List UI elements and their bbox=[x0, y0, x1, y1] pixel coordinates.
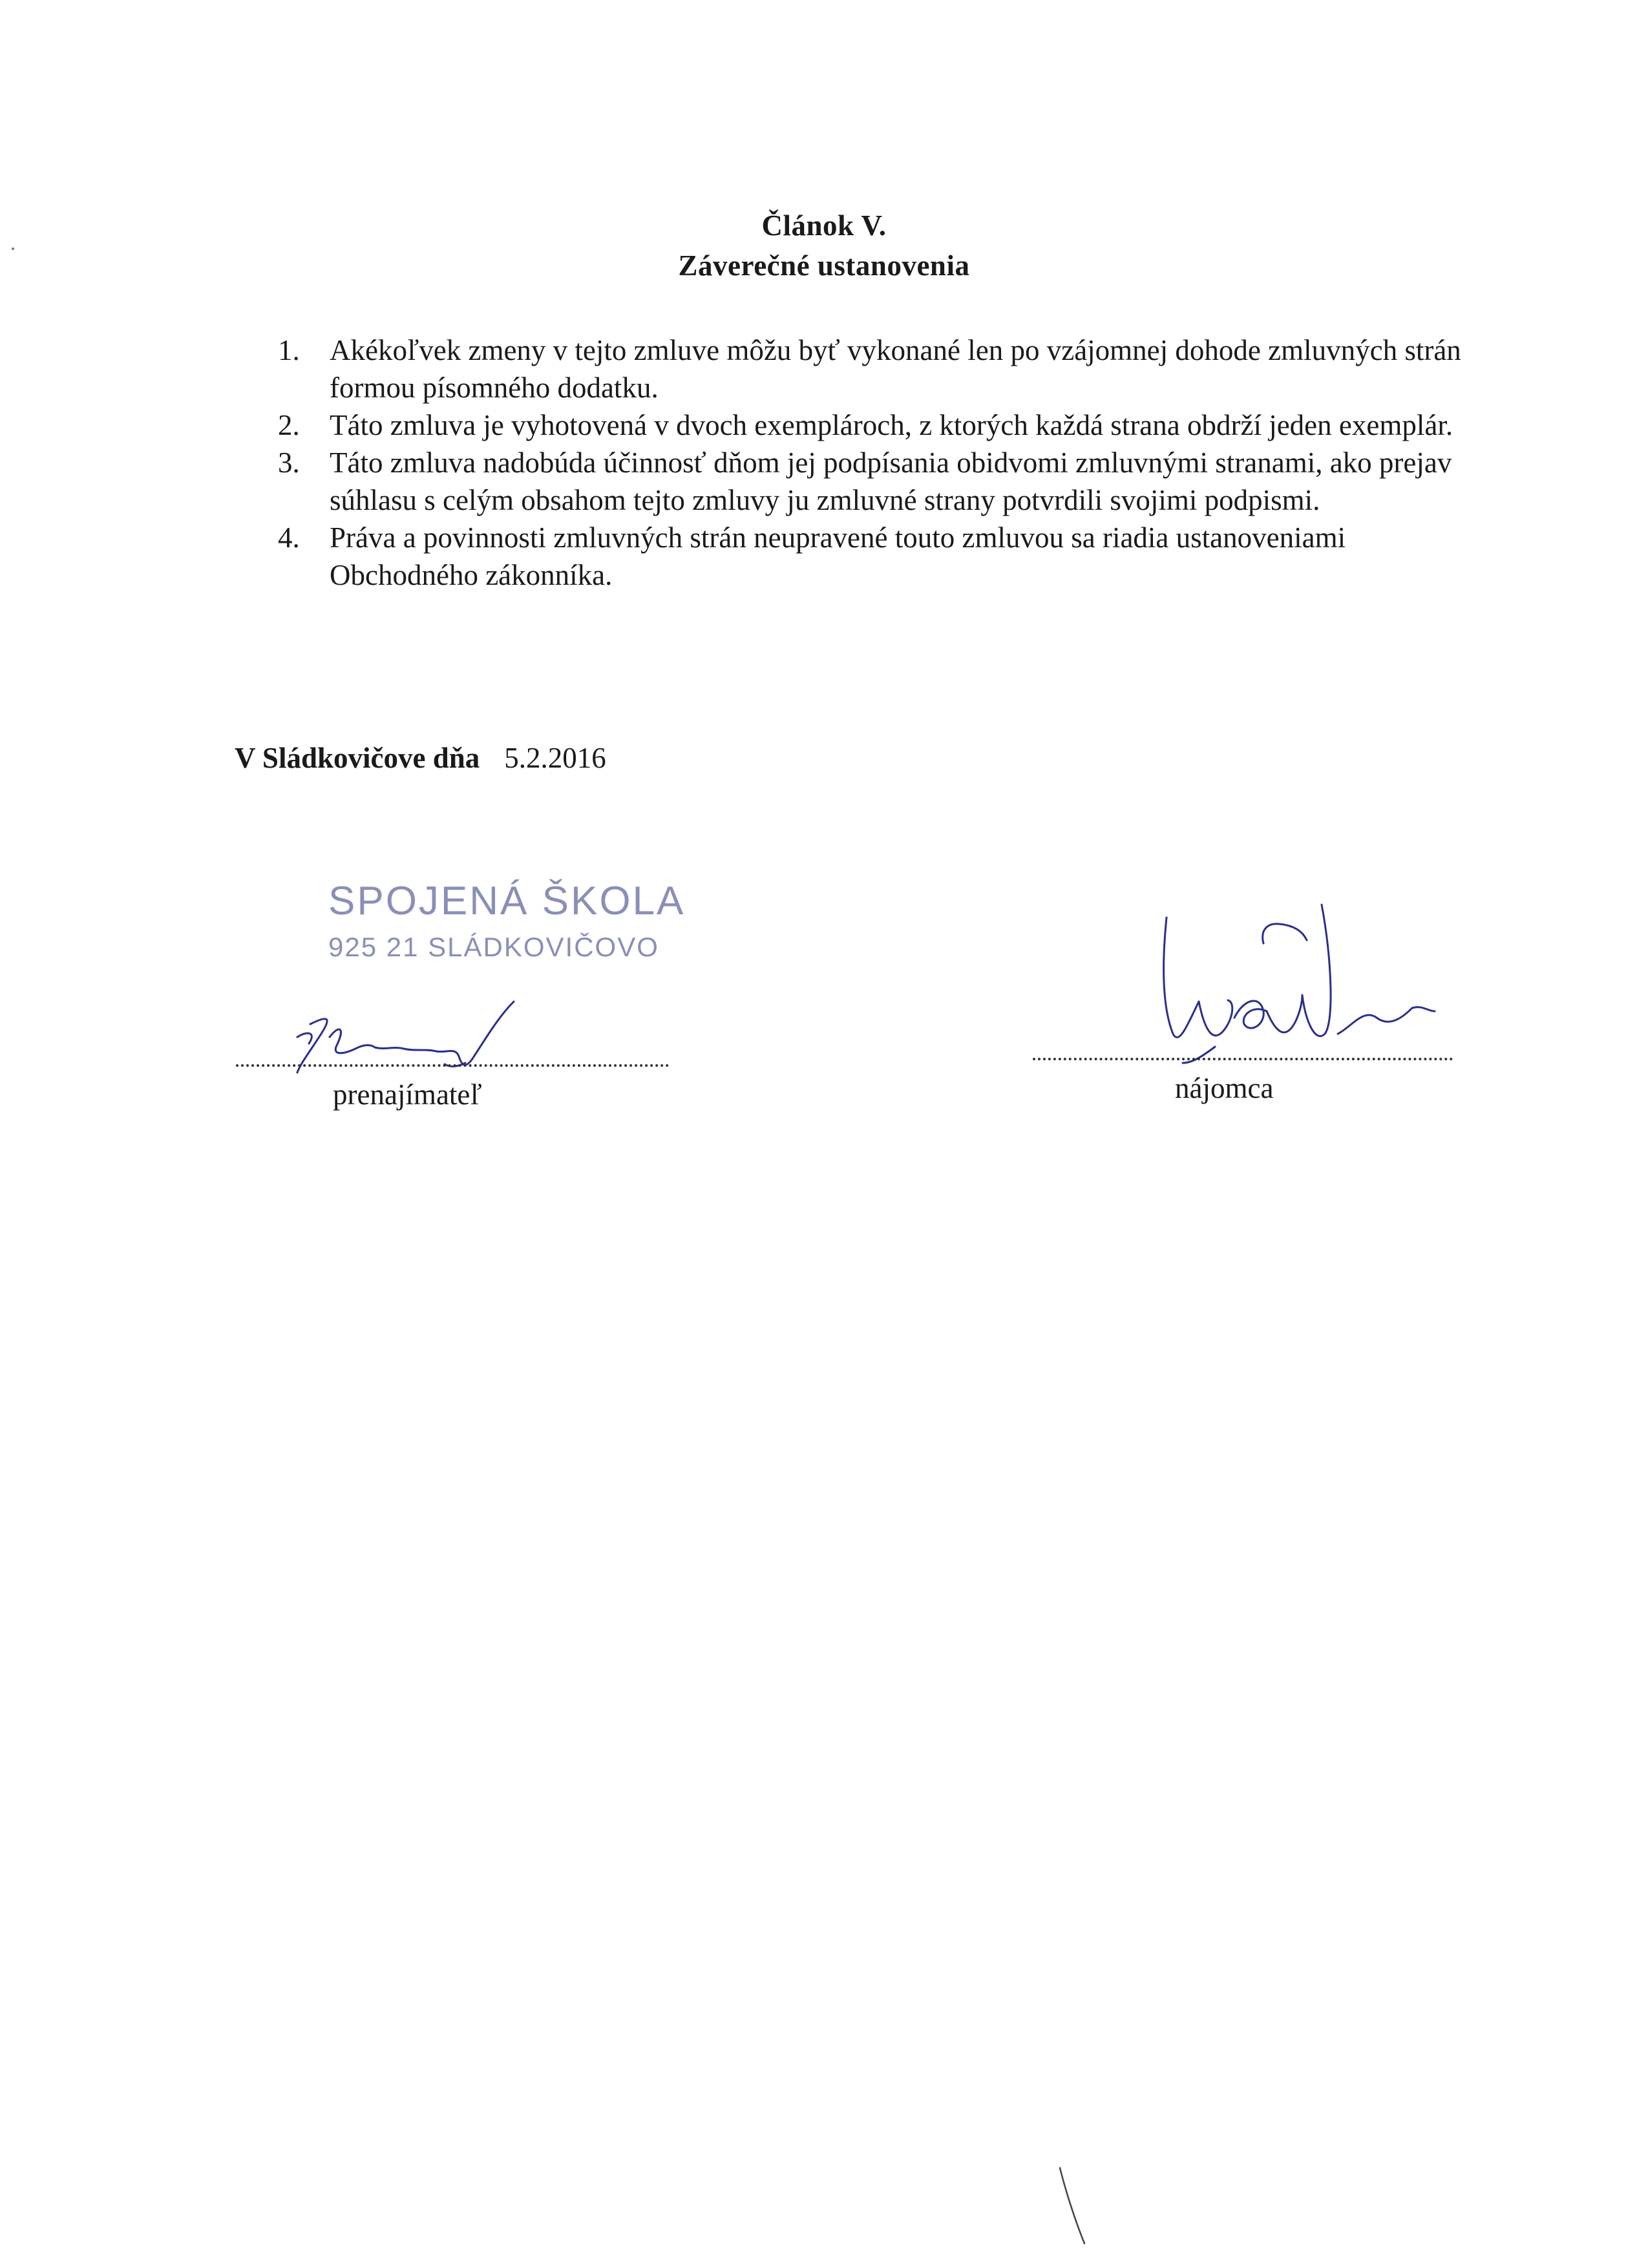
tenant-signature-line bbox=[1033, 1058, 1453, 1060]
provision-item bbox=[278, 444, 1493, 519]
lessor-signature bbox=[271, 992, 543, 1082]
provision-text: Táto zmluva nadobúda účinnosť dňom jej podpísania obidvomi zmluvnými stranami, ako prejav súhlasu s celým obsahom tejto zmluvy ju zmluvné strany potvrdili svojimi podpismi. bbox=[330, 446, 1452, 516]
place-label: V Sládkovičove dňa bbox=[235, 742, 480, 774]
provision-number: 2. bbox=[278, 409, 300, 441]
stamp-address: 925 21 SLÁDKOVIČOVO bbox=[328, 932, 659, 962]
provision-item bbox=[278, 406, 1493, 444]
provision-text: Práva a povinnosti zmluvných strán neupravené touto zmluvou sa riadia ustanoveniami Obchodného zákonníka. bbox=[330, 521, 1346, 591]
article-number: Článok V. bbox=[761, 209, 887, 242]
provision-item bbox=[278, 331, 1493, 406]
lessor-signature-line bbox=[236, 1064, 669, 1067]
tenant-signature bbox=[1137, 879, 1499, 1066]
provision-number: 1. bbox=[278, 334, 300, 366]
provision-number: 3. bbox=[278, 446, 300, 479]
lessor-label: prenajímateľ bbox=[333, 1078, 482, 1111]
provision-text: Akékoľvek zmeny v tejto zmluve môžu byť vykonané len po vzájomnej dohode zmluvných strán formou písomného dodatku. bbox=[330, 334, 1461, 404]
pen-mark bbox=[1053, 2165, 1092, 2249]
article-title: Záverečné ustanovenia bbox=[678, 249, 970, 282]
provision-number: 4. bbox=[278, 521, 300, 554]
provision-text: Táto zmluva je vyhotovená v dvoch exemplároch, z ktorých každá strana obdrží jeden exemplár. bbox=[330, 409, 1453, 441]
stamp-organization-name: SPOJENÁ ŠKOLA bbox=[328, 879, 686, 923]
organization-stamp bbox=[328, 879, 685, 963]
provision-item bbox=[278, 519, 1493, 594]
provision-list bbox=[278, 331, 1493, 594]
tenant-label: nájomca bbox=[1175, 1072, 1274, 1104]
signing-date: 5.2.2016 bbox=[504, 742, 606, 774]
place-and-date bbox=[235, 741, 606, 775]
